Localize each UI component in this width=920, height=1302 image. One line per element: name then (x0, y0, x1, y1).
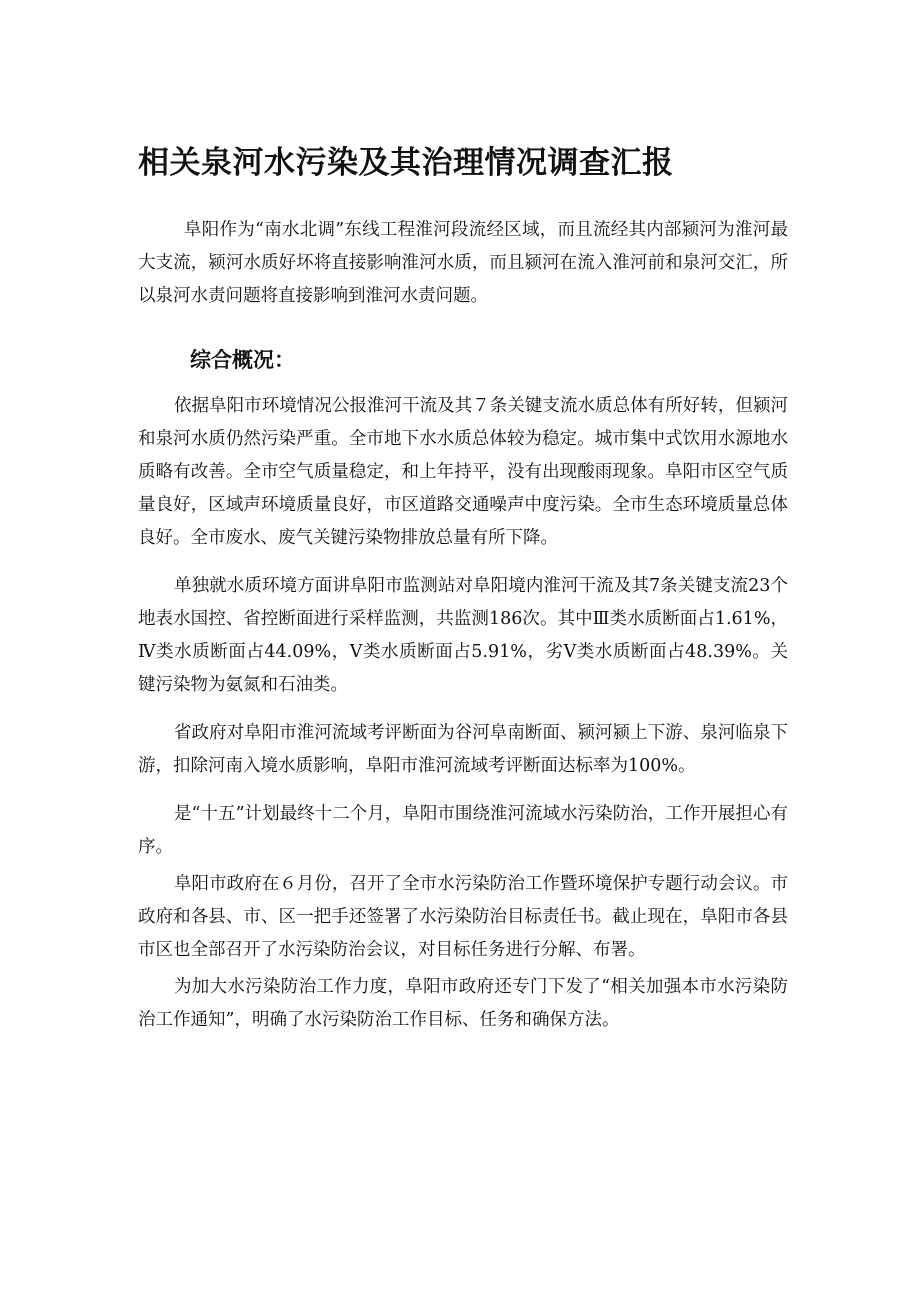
paragraph-assessment-sections: 省政府对阜阳市淮河流域考评断面为谷河阜南断面、颍河颍上下游、泉河临泉下游，扣除河南入境水质影响，阜阳市淮河流域考评断面达标率为100%。 (138, 723, 788, 776)
paragraph-government-notice: 为加大水污染防治工作力度，阜阳市政府还专门下发了“相关加强本市水污染防治工作通知”，明确了水污染防治工作目标、任务和确保方法。 (138, 977, 788, 1030)
paragraph-water-quality: 单独就水质环境方面讲阜阳市监测站对阜阳境内淮河干流及其7条关键支流23个地表水国控、省控断面进行采样监测，共监测186次。其中Ⅲ类水质断面占1.61%，Ⅳ类水质断面占44.09%，Ⅴ类水质断面占5.91%，劣Ⅴ类水质断面占48.39%。关键污染物为氨氮和石油类。 (138, 576, 788, 695)
section-body (138, 390, 788, 1037)
document-title: 相关泉河水污染及其治理情况调查汇报 (138, 145, 674, 181)
paragraph-five-year-plan: 是“十五”计划最终十二个月，阜阳市围绕淮河流域水污染防治，工作开展担心有序。 (138, 804, 788, 857)
section-heading: 综合概况： (190, 348, 295, 372)
paragraph-environment-overview: 依据阜阳市环境情况公报淮河干流及其７条关键支流水质总体有所好转，但颍河和泉河水质仍然污染严重。全市地下水水质总体较为稳定。城市集中式饮用水源地水质略有改善。全市空气质量稳定，和上年持平，没有出现酸雨现象。阜阳市区空气质量良好，区域声环境质量良好，市区道路交通噪声中度污染。全市生态环境质量总体良好。全市废水、废气关键污染物排放总量有所下降。 (138, 396, 788, 548)
paragraph-government-meeting: 阜阳市政府在６月份，召开了全市水污染防治工作暨环境保护专题行动会议。市政府和各县、市、区一把手还签署了水污染防治目标责任书。截止现在，阜阳市各县市区也全部召开了水污染防治会议，对目标任务进行分解、布署。 (138, 874, 788, 960)
intro-paragraph: 阜阳作为“南水北调”东线工程淮河段流经区域，而且流经其内部颍河为淮河最大支流，颍河水质好坏将直接影响淮河水质，而且颍河在流入淮河前和泉河交汇，所以泉河水责问题将直接影响到淮河水责问题。 (138, 220, 788, 306)
